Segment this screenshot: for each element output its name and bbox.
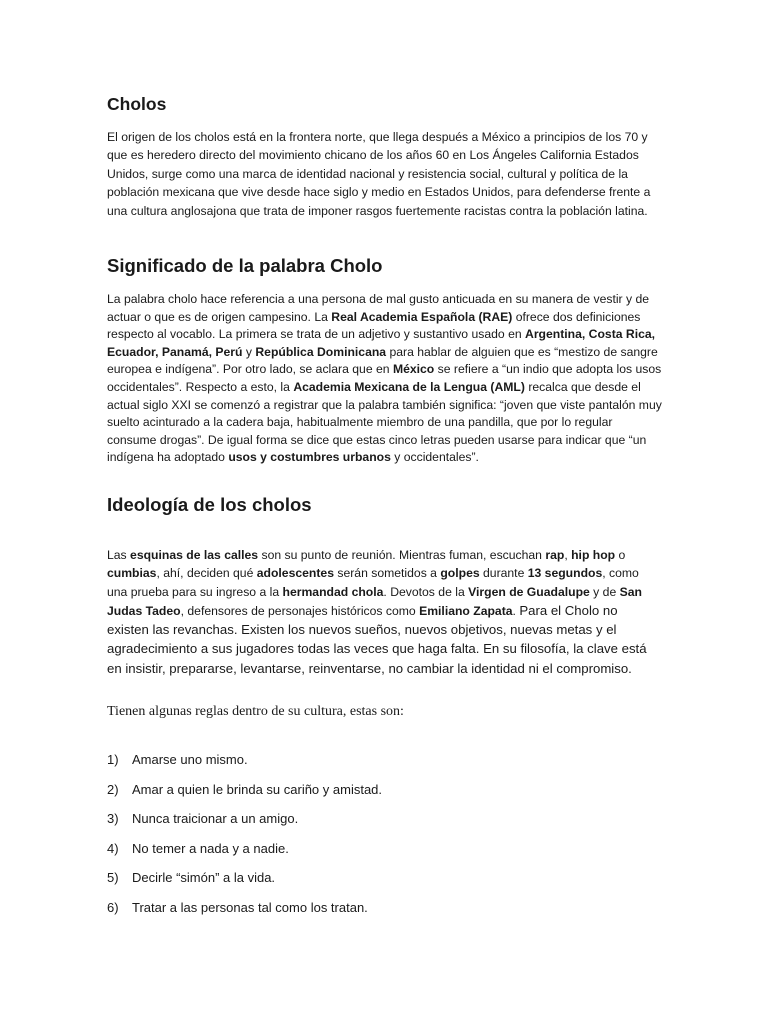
- bold-text: hip hop: [571, 548, 616, 562]
- rule-number: 1): [107, 752, 119, 767]
- rule-text: Tratar a las personas tal como los tratan.: [132, 900, 368, 915]
- bold-text: hermandad chola: [282, 584, 384, 599]
- text-run: , como una prueba para su ingreso a la: [107, 566, 639, 599]
- text-run: La palabra cholo hace referencia a una persona de mal gusto anticuada en su manera de vestir y de actuar o que es de origen campesino. La: [107, 292, 650, 324]
- text-run: . Devotos de la: [383, 584, 469, 599]
- bold-text: 13 segundos: [527, 566, 603, 581]
- text-run: , ahí, deciden qué: [156, 566, 257, 581]
- rule-text: Amarse uno mismo.: [132, 752, 248, 767]
- rule-text: Decirle “simón” a la vida.: [132, 870, 276, 886]
- bold-text: Virgen de Guadalupe: [468, 584, 590, 599]
- text-run: para hablar de alguien que es “mestizo de sangre europea e indígena”. Por otro lado, se aclara que en: [107, 344, 658, 377]
- text-run: ,: [564, 548, 572, 562]
- bold-text: adolescentes: [256, 566, 334, 581]
- heading-ideologia: Ideología de los cholos: [107, 494, 312, 515]
- rule-item: [107, 900, 607, 918]
- rule-text: Amar a quien le brinda su cariño y amistad.: [132, 781, 383, 797]
- rule-item: [107, 811, 607, 829]
- rule-item: [107, 870, 607, 888]
- text-run: y occidentales”.: [390, 450, 479, 465]
- text-run: durante: [479, 566, 528, 581]
- bold-text: Argentina, Costa Rica, Ecuador, Panamá, Perú: [107, 327, 656, 359]
- paragraph-significado: [107, 291, 662, 467]
- text-run: son su punto de reunión. Mientras fuman, escuchan: [258, 548, 546, 562]
- text-run: serán sometidos a: [333, 566, 441, 581]
- bold-text: cumbias: [107, 566, 157, 581]
- bold-text: Real Academia Española (RAE): [331, 309, 513, 324]
- paragraph-ideologia: [107, 546, 662, 678]
- rule-text: Nunca traicionar a un amigo.: [132, 811, 299, 827]
- rule-number: 5): [107, 870, 119, 886]
- bold-text: usos y costumbres urbanos: [228, 450, 391, 465]
- text-run: Para el Cholo no existen las revanchas. Existen los nuevos sueños, nuevos objetivos, nuevas metas y el agradecimiento a sus jugadores todas las veces que haga falta. En su filosofía, la clave está en insistir, prepararse, levantarse, reinventarse, no cambiar la identidad ni el compromiso.: [107, 602, 647, 676]
- text-run: se refiere a “un indio que adopta los usos occidentales”. Respecto a esto, la: [107, 362, 662, 394]
- text-run: y: [242, 344, 256, 359]
- rule-number: 6): [107, 900, 119, 915]
- text-run: Las: [107, 548, 131, 562]
- bold-text: Emiliano Zapata: [419, 603, 513, 618]
- rule-item: [107, 841, 607, 859]
- rule-item: [107, 782, 607, 800]
- bold-text: esquinas de las calles: [130, 548, 259, 562]
- heading-cholos: Cholos: [107, 94, 167, 114]
- bold-text: rap: [545, 548, 565, 562]
- rule-number: 4): [107, 840, 119, 856]
- bold-text: San Judas Tadeo: [107, 584, 642, 618]
- bold-text: México: [392, 362, 435, 377]
- rule-item: [107, 752, 607, 770]
- rule-text: No temer a nada y a nadie.: [132, 840, 289, 856]
- text-run: recalca que desde el actual siglo XXI se comenzó a registrar que la palabra también significa: “joven que viste pantalón muy suelto acinturado a la cadera baja, habitualmente miembro de una pandilla, que por lo regular consume drogas”. De igual forma se dice que estas cinco letras pueden usarse para indicar que “un indígena ha adoptado: [107, 379, 662, 465]
- text-run: ofrece dos definiciones respecto al vocablo. La primera se trata de un adjetivo y sustantivo usado en: [107, 309, 641, 342]
- bold-text: golpes: [440, 566, 480, 581]
- text-run: , defensores de personajes históricos como: [180, 603, 420, 618]
- bold-text: Academia Mexicana de la Lengua (AML): [293, 379, 525, 394]
- rule-number: 2): [107, 781, 119, 797]
- heading-significado: Significado de la palabra Cholo: [107, 255, 383, 276]
- text-run: .: [512, 603, 520, 618]
- bold-text: República Dominicana: [255, 344, 387, 359]
- paragraph-cholos-origin: El origen de los cholos está en la frontera norte, que llega después a México a principios de los 70 y que es heredero directo del movimiento chicano de los años 60 en Los Ángeles California Estados Unidos, surge como una marca de identidad nacional y resistencia social, cultural y política de la población mexicana que vive desde hace siglo y medio en Estados Unidos, para defenderse frente a una cultura anglosajona que trata de imponer rasgos fuertemente racistas contra la población latina.: [107, 130, 651, 218]
- rule-number: 3): [107, 811, 119, 827]
- rules-intro: Tienen algunas reglas dentro de su cultura, estas son:: [107, 704, 404, 719]
- text-run: o: [615, 548, 626, 562]
- text-run: y de: [589, 584, 620, 599]
